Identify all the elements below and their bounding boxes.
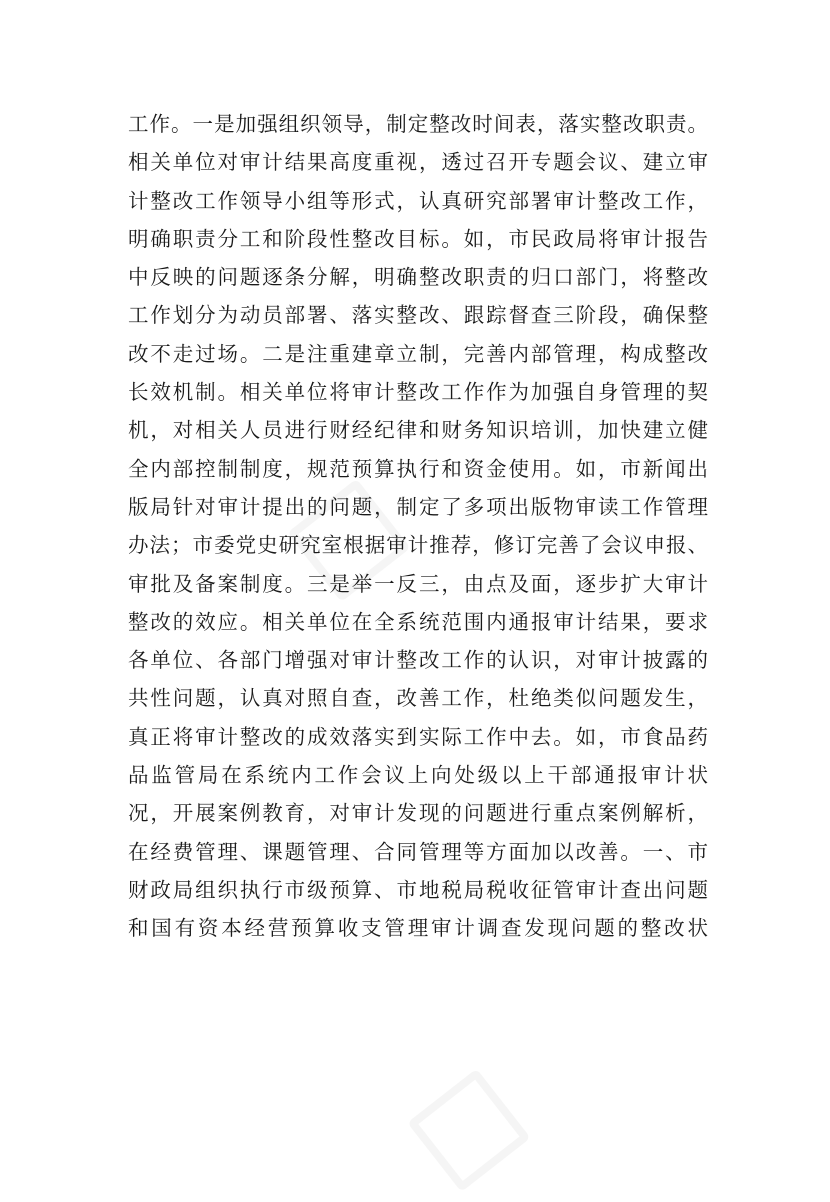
text-line: 财政局组织执行市级预算、市地税局税收征管审计查出问题 [128,877,708,902]
text-line: 真正将审计整改的成效落实到实际工作中去。如，市食品药 [128,724,708,749]
text-line: 整改的效应。相关单位在全系统范围内通报审计结果，要求 [128,609,708,634]
text-line: 品监管局在系统内工作会议上向处级以上干部通报审计状 [128,763,708,788]
text-line: 工作。一是加强组织领导，制定整改时间表，落实整改职责。 [128,112,708,136]
text-line: 版局针对审计提出的问题，制定了多项出版物审读工作管理 [128,494,708,519]
watermark-icon [390,1046,538,1201]
text-line: 况，开展案例教育，对审计发现的问题进行重点案例解析， [128,801,708,826]
text-line: 计整改工作领导小组等形式，认真研究部署审计整改工作， [128,188,708,213]
body-paragraph [128,105,708,948]
text-line: 共性问题，认真对照自查，改善工作，杜绝类似问题发生， [128,686,708,711]
text-line: 各单位、各部门增强对审计整改工作的认识，对审计披露的 [128,648,708,673]
text-line: 明确职责分工和阶段性整改目标。如，市民政局将审计报告 [128,226,708,251]
text-line: 在经费管理、课题管理、合同管理等方面加以改善。一、市 [128,839,708,864]
text-line: 全内部控制制度，规范预算执行和资金使用。如，市新闻出 [128,456,708,481]
text-line: 改不走过场。二是注重建章立制，完善内部管理，构成整改 [128,341,708,366]
text-line: 工作划分为动员部署、落实整改、跟踪督查三阶段，确保整 [128,303,708,328]
text-line: 中反映的问题逐条分解，明确整改职责的归口部门，将整改 [128,265,708,290]
text-line: 长效机制。相关单位将审计整改工作作为加强自身管理的契 [128,380,708,405]
watermark-logo-icon [407,1068,531,1192]
text-line: 办法；市委党史研究室根据审计推荐，修订完善了会议申报、 [128,533,708,558]
text-line: 和国有资本经营预算收支管理审计调查发现问题的整改状 [128,916,708,941]
text-line: 审批及备案制度。三是举一反三，由点及面，逐步扩大审计 [128,571,708,596]
text-line: 机，对相关人员进行财经纪律和财务知识培训，加快建立健 [128,418,708,443]
text-line: 相关单位对审计结果高度重视，透过召开专题会议、建立审 [128,150,708,175]
